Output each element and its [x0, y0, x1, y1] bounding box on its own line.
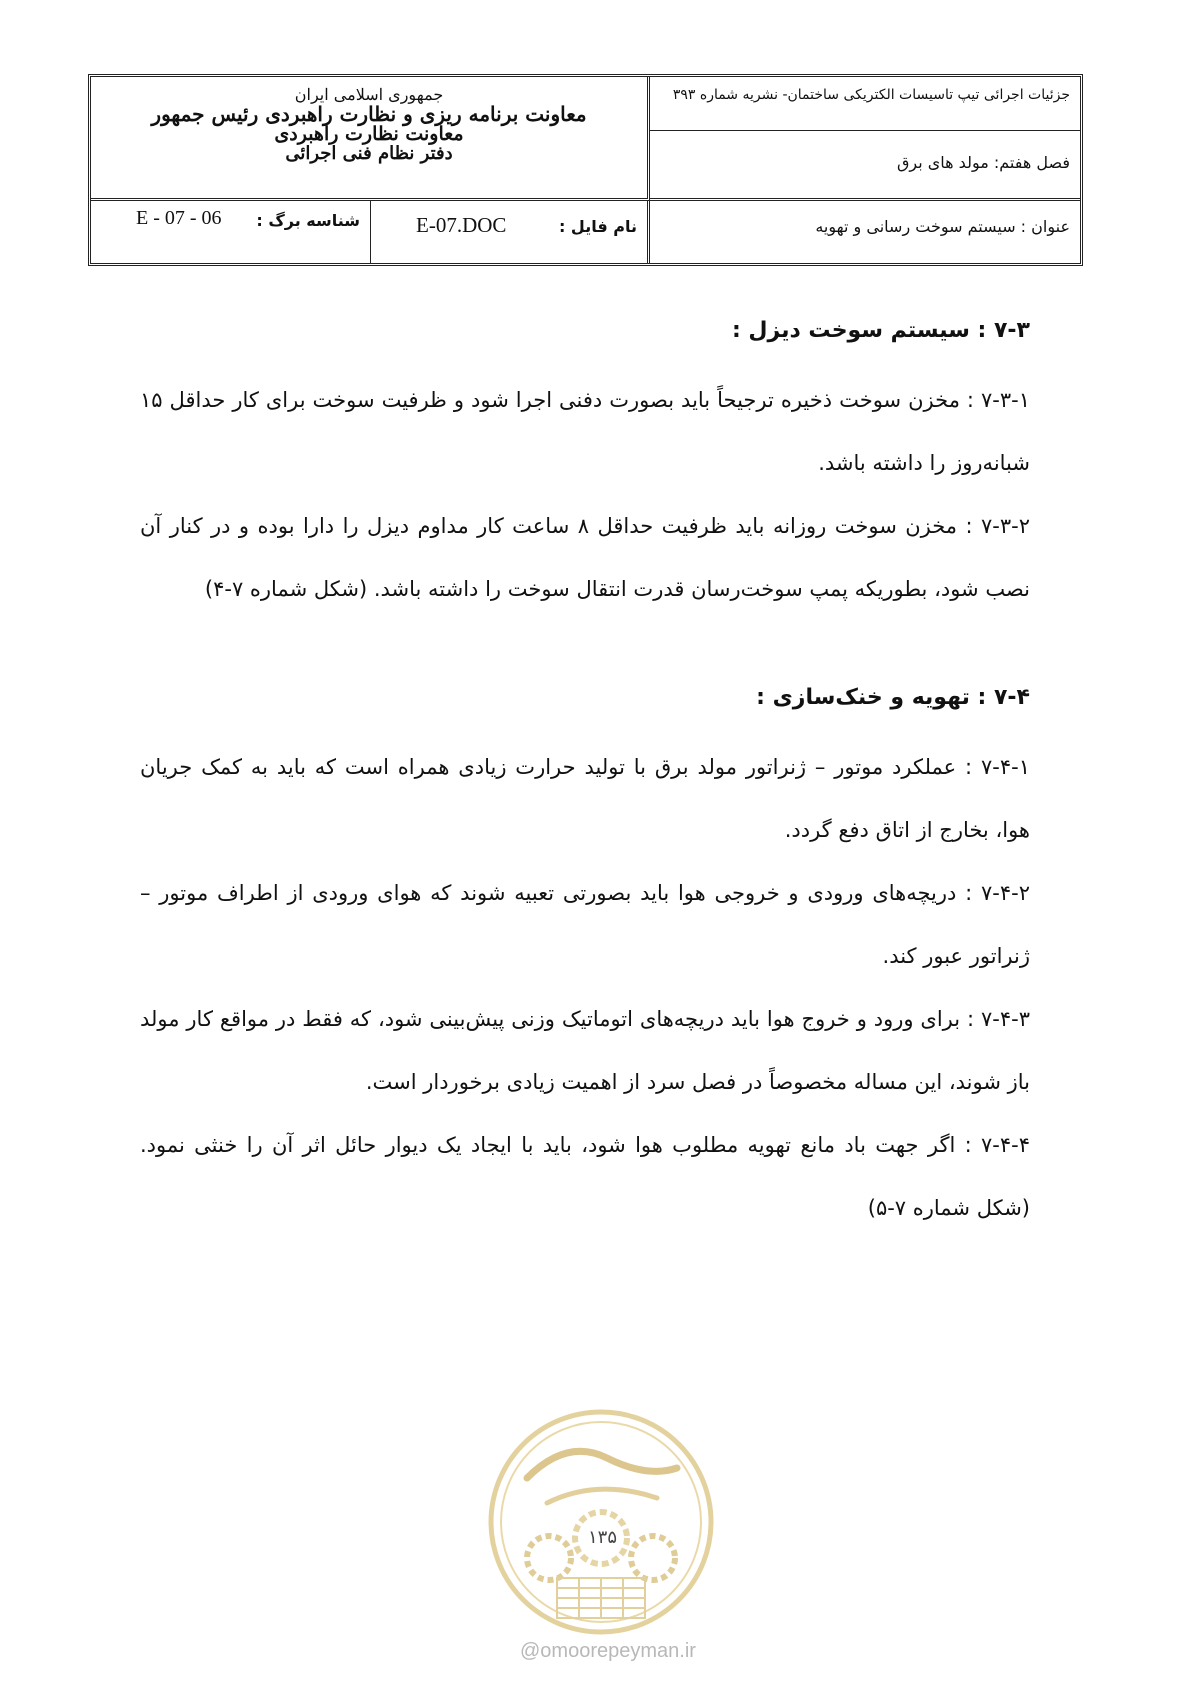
publication-cell — [650, 77, 1080, 131]
document-header — [88, 74, 1083, 266]
section-spacer — [140, 621, 1030, 685]
website-watermark: @omoorepeyman.ir — [520, 1640, 696, 1662]
org-line-1: جمهوری اسلامی ایران — [294, 85, 444, 104]
file-name-cell — [371, 201, 650, 263]
subject-title: عنوان : سیستم سوخت رسانی و تهویه — [815, 217, 1070, 236]
org-line-4: دفتر نظام فنی اجرائی — [285, 142, 453, 164]
document-body — [140, 318, 1030, 1240]
paragraph: ۷-۴-۴ : اگر جهت باد مانع تهویه مطلوب هوا شود، باید با ایجاد یک دیوار حائل اثر آن را خنثی نمود. (شکل شماره ۷-۵) — [140, 1133, 1030, 1220]
org-line-3: معاونت نظارت راهبردی — [274, 122, 464, 145]
chapter-cell — [650, 131, 1080, 201]
paragraph: ۷-۴-۲ : دریچه‌های ورودی و خروجی هوا باید بصورتی تعبیه شوند که هوای ورودی از اطراف موتور – ژنراتور عبور کند. — [140, 881, 1030, 968]
section-title: ۷-۴ : تهویه و خنک‌سازی : — [756, 685, 1030, 710]
watermark-stamp — [487, 1408, 715, 1636]
page-number: ۱۳۵ — [588, 1527, 618, 1548]
file-name-value: E-07.DOC — [416, 213, 507, 237]
sheet-id-value: E - 07 - 06 — [136, 207, 222, 229]
paragraph: ۷-۴-۱ : عملکرد موتور – ژنراتور مولد برق با تولید حرارت زیادی همراه است که باید به کمک جریان هوا، بخارج از اتاق دفع گردد. — [140, 755, 1030, 842]
publication-title: جزئیات اجرائی تیپ تاسیسات الکتریکی ساختمان- نشریه شماره ۳۹۳ — [672, 87, 1070, 103]
org-line-2: معاونت برنامه ریزی و نظارت راهبردی رئیس جمهور — [151, 101, 587, 126]
paragraph: ۷-۴-۳ : برای ورود و خروج هوا باید دریچه‌های اتوماتیک وزنی پیش‌بینی شود، که فقط در مواقع کار مولد باز شوند، این مساله مخصوصاً در فصل سرد از اهمیت زیادی برخوردار است. — [140, 1007, 1030, 1094]
sheet-id-cell — [91, 201, 371, 263]
organization-name — [91, 87, 647, 164]
file-name-label: نام فایل : — [558, 217, 637, 236]
sheet-id-label: شناسه برگ : — [256, 211, 360, 230]
paragraph: ۷-۳-۲ : مخزن سوخت روزانه باید ظرفیت حداقل ۸ ساعت کار مداوم دیزل را دارا بوده و در کنار آن نصب شود، بطوریکه پمپ سوخت‌رسان قدرت انتقال سوخت را داشته باشد. (شکل شماره ۷-۴) — [140, 514, 1030, 601]
subject-cell — [650, 201, 1080, 263]
organization-cell — [91, 77, 650, 201]
chapter-title: فصل هفتم: مولد های برق — [896, 153, 1070, 172]
paragraph: ۷-۳-۱ : مخزن سوخت ذخیره ترجیحاً باید بصورت دفنی اجرا شود و ظرفیت سوخت برای کار حداقل ۱۵ شبانه‌روز را داشته باشد. — [140, 388, 1030, 475]
section-title: ۷-۳ : سیستم سوخت دیزل : — [731, 318, 1030, 343]
